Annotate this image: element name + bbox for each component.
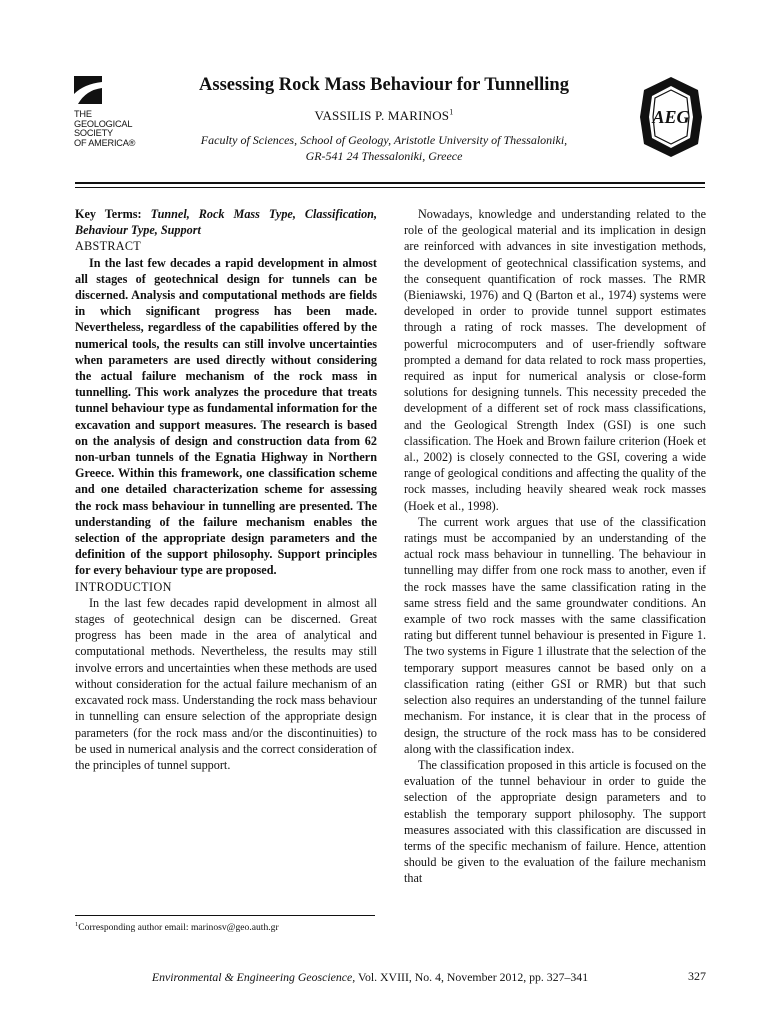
- key-terms: [75, 206, 377, 238]
- author-footnote-mark: 1: [449, 107, 454, 117]
- header-rule-thin: [75, 187, 705, 188]
- gsa-logo-line: GEOLOGICAL: [74, 118, 133, 129]
- body-paragraph: The classification proposed in this article is focused on the evaluation of the tunnel behaviour in order to guide the selection of the appropriate design parameters and to establish the temporary support philosophy. The support measures associated with this classification are discussed in terms of the specific mechanism of failure. Hence, attention should be given to the evaluation of the failure mechanism that: [404, 757, 706, 886]
- introduction-paragraph: In the last few decades rapid development in almost all stages of geotechnical design can be discerned. Great progress has been made in the area of analytical and computational methods. Nevertheless, the results may still involve errors and uncertainties when these methods are used without consideration for the actual failure mechanism of an excavated rock mass. Understanding the rock mass behaviour in tunnelling can ensure selection of the appropriate design parameters (for the rock mass and/or the discontinuities) to be used in numerical analysis and the correct consideration of the principles of tunnel support.: [75, 595, 377, 772]
- author-affiliation: [150, 133, 618, 164]
- corresponding-author-email: Corresponding author email: marinosv@geo.auth.gr: [78, 922, 279, 933]
- affiliation-line: Faculty of Sciences, School of Geology, Aristotle University of Thessaloniki,: [200, 133, 568, 147]
- footnote-rule: [75, 915, 375, 916]
- gsa-logo-line: SOCIETY: [74, 128, 113, 139]
- abstract-text: In the last few decades a rapid development in almost all stages of geotechnical design for tunnels can be discerned. Analysis and computational methods are fields in which significant progress has been made. Nevertheless, regardless of the capabilities offered by the numerical tools, the results can still involve uncertainties when parameters are used directly without considering the actual failure mechanism of the rock mass in tunnelling. This work analyzes the procedure that treats tunnel behaviour type as fundamental information for the excavation and support measures. The research is based on the analysis of design and construction data from 62 non-urban tunnels of the Egnatia Highway in Northern Greece. Within this framework, one classification scheme and one detailed characterization scheme for assessing the rock mass behaviour in tunnelling are presented. The understanding of the failure mechanism enables the selection of the appropriate design parameters and the definition of the support philosophy. Support principles for every behaviour type are proposed.: [75, 255, 377, 578]
- header-rule-thick: [75, 182, 705, 184]
- author-name: [150, 107, 618, 125]
- aeg-seal-logo: [638, 76, 704, 158]
- journal-citation: [140, 970, 600, 984]
- abstract-heading: ABSTRACT: [75, 239, 142, 254]
- body-paragraph: The current work argues that use of the classification ratings must be accompanied by an understanding of the actual rock mass behaviour in tunnelling. The behaviour in tunnelling may differ from one rock mass to another, even if the rock masses have the same classification rating in the same stress field and the same groundwater conditions. An example of two rock masses with the same classification rating but different tunnel behaviour is presented in Figure 1. The two systems in Figure 1 illustrate that the selection of the temporary support measures cannot be based only on a classification rating (either GSI or RMR) but that such selection also requires an understanding of the tunnel failure mechanism. For instance, it is clear that in the process of design, the structure of the rock mass has to be considered along with the classification index.: [404, 514, 706, 756]
- gsa-mark-icon: [74, 76, 102, 104]
- gsa-logo-text: [74, 110, 144, 148]
- author-name-text: VASSILIS P. MARINOS: [314, 108, 450, 123]
- key-terms-list: Tunnel, Rock Mass Type, Classification, Behaviour Type, Support: [75, 207, 378, 238]
- page-number: 327: [688, 969, 706, 983]
- svg-text:AEG: AEG: [652, 107, 690, 127]
- left-column: [75, 206, 377, 773]
- article-title: Assessing Rock Mass Behaviour for Tunnelling: [199, 75, 569, 95]
- key-terms-label: Key Terms:: [75, 207, 142, 221]
- footnote-mark: 1: [75, 920, 79, 928]
- gsa-logo-line: THE: [74, 109, 92, 119]
- footnote: [75, 922, 377, 934]
- introduction-heading: INTRODUCTION: [75, 579, 172, 594]
- journal-name: Environmental & Engineering Geoscience,: [151, 970, 356, 984]
- gsa-logo-line: OF AMERICA®: [74, 137, 136, 148]
- journal-details: Vol. XVIII, No. 4, November 2012, pp. 327–341: [355, 970, 589, 984]
- affiliation-line: GR-541 24 Thessaloniki, Greece: [305, 148, 463, 163]
- right-column: [404, 206, 706, 887]
- gsa-logo: [74, 76, 144, 148]
- body-paragraph: Nowadays, knowledge and understanding related to the role of the geological material and its implication in design are reinforced with advances in site investigation methods, the development of geotechnical classification systems, and the consequent quantification of rock masses. The RMR (Bieniawski, 1976) and Q (Barton et al., 1974) systems were developed in order to provide tunnel support estimates through a rating of rock masses. The development of powerful microcomputers and of user-friendly software prompted a demand for data related to rock mass properties, required as input for numerical analysis or close-form solutions for designing tunnels. This necessity preceded the development of a different set of rock mass classifications, and the Geological Strength Index (GSI) is one such classification. The Hoek and Brown failure criterion (Hoek et al., 2002) is closely connected to the GSI, covering a wide range of geological conditions and affecting the quality of the rock masses, including heavily sheared weak rock masses (Hoek et al., 1998).: [404, 207, 706, 513]
